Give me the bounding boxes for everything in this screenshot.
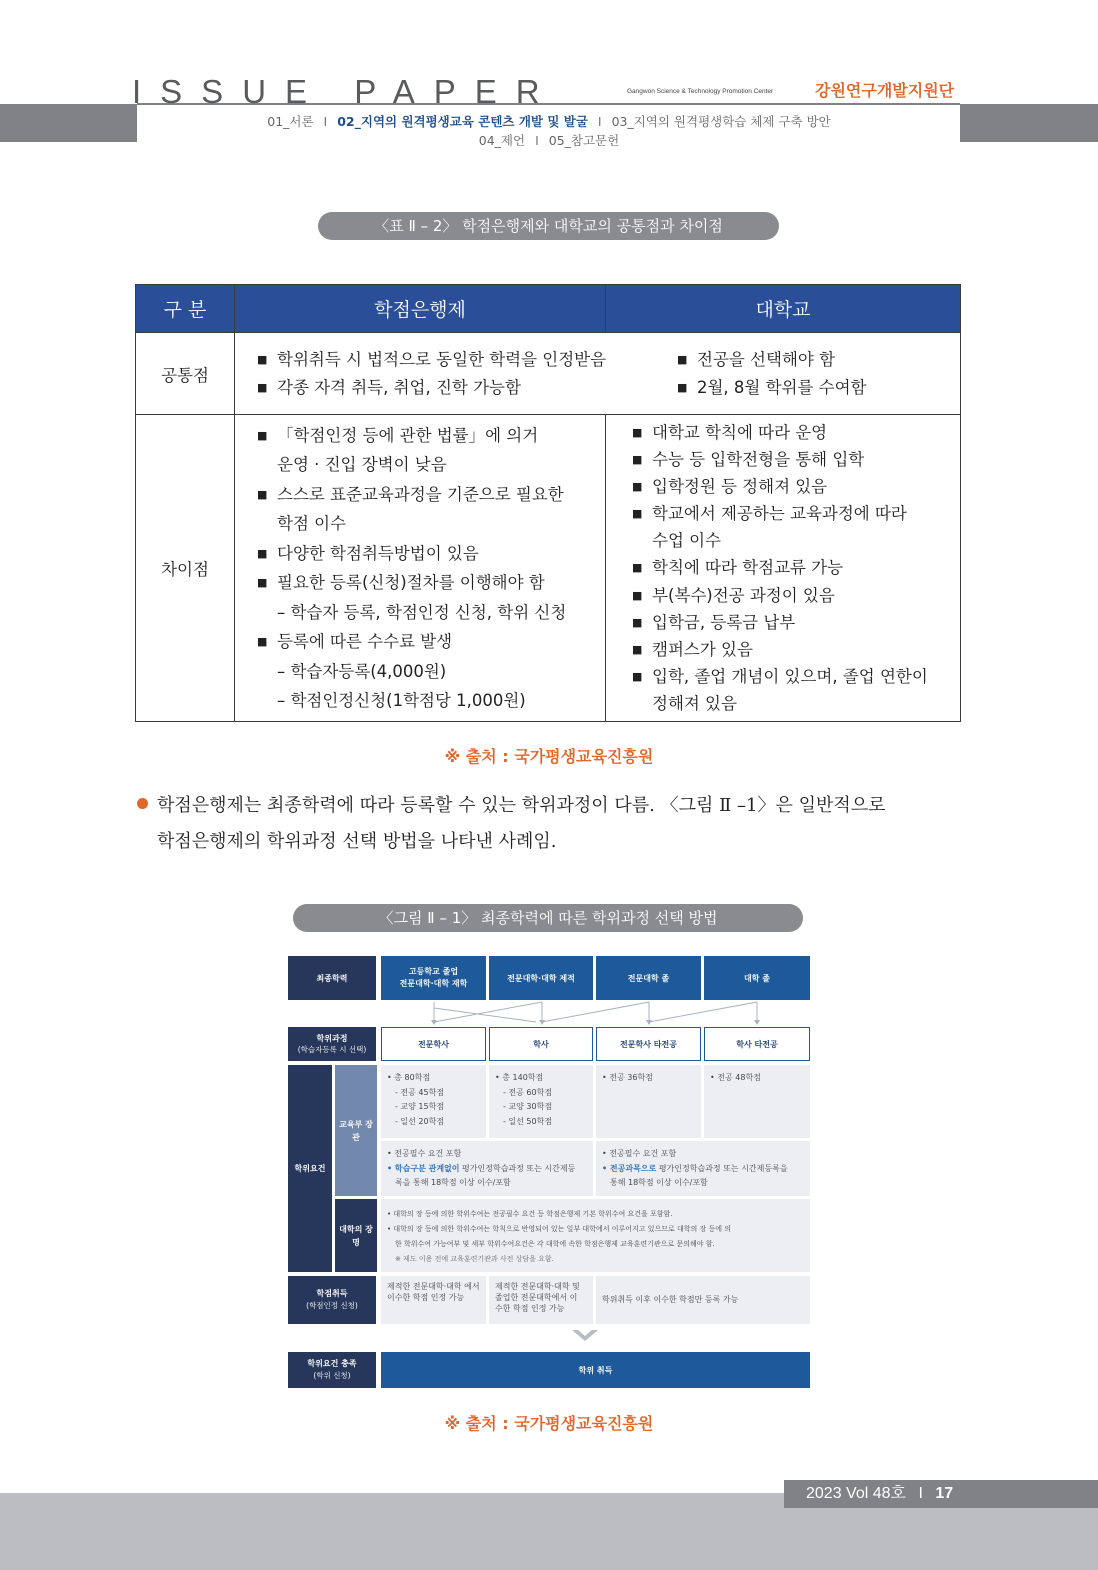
req-associate-other-major (596, 1065, 701, 1138)
degree-path-figure (288, 956, 810, 1388)
req-line: • 대학의 장 등에 의한 학위수여는 전공필수 요건 등 학점은행제 기본 학위수여 요건을 포함함. (387, 1210, 673, 1218)
diff-credit-bank-cell (235, 415, 606, 722)
down-arrow-icon (570, 1328, 600, 1344)
path-arrows (376, 1000, 810, 1026)
degree-bachelor-other-major: 학사 타전공 (704, 1027, 810, 1061)
label-degree-course (288, 1027, 376, 1061)
credit-graduated: 제적한 전문대학·대학 및 졸업한 전문대학에서 이 수한 학점 인정 가능 (489, 1276, 593, 1324)
nav-separator: I (323, 114, 328, 129)
footer-page-tab (784, 1480, 1098, 1508)
req-line: • 전공 48학점 (710, 1073, 761, 1082)
org-name-korean: 강원연구개발지원단 (815, 81, 955, 100)
req-note: ※ 제도 이용 전에 교육훈련기관과 사전 상담을 요함. (395, 1255, 554, 1263)
row-label-common: 공통점 (136, 333, 235, 415)
list-item-continued: 운영 · 진입 장벽이 낮음 (277, 455, 447, 474)
label-university-head: 대학의 장 명 (335, 1199, 377, 1272)
page-number: 17 (935, 1485, 954, 1502)
edu-box-dismissed: 전문대학·대학 제적 (489, 956, 593, 1000)
list-item: ■ 스스로 표준교육과정을 기준으로 필요한 (255, 480, 605, 510)
figure-source: ※ 출처 : 국가평생교육진흥원 (444, 1414, 654, 1433)
nav-item-proposal[interactable]: 04_제언 (478, 133, 526, 148)
list-subitem: – 학점인정신청(1학점당 1,000원) (277, 691, 526, 710)
degree-bachelor: 학사 (489, 1027, 593, 1061)
req-university-note (381, 1199, 810, 1272)
req-moe-left (381, 1141, 593, 1196)
table-row-common (136, 333, 961, 415)
row-label-diff: 차이점 (136, 415, 235, 722)
header-credit-bank: 학점은행제 (235, 285, 606, 333)
footer-separator: I (918, 1485, 923, 1502)
comparison-table (135, 284, 961, 722)
paragraph-line: 학점은행제는 최종학력에 따라 등록할 수 있는 학위과정이 다름. 〈그림 Ⅱ –1〉은 일반적으로 (157, 795, 886, 816)
list-item: ■ 등록에 따른 수수료 발생 (255, 627, 605, 657)
label-subtext: (학점인정 신청) (306, 1301, 358, 1310)
common-cell (235, 333, 961, 415)
label-text: 학위과정 (316, 1034, 348, 1043)
nav-separator: I (535, 133, 539, 148)
label-moe-minister: 교육부 장관 (335, 1065, 377, 1196)
table-header-row (136, 285, 961, 333)
req-line: 한 학위수여 가능여부 및 세부 학위수여요건은 각 대학에 속한 학점은행제 교육훈련기관으로 문의해야 함. (395, 1240, 715, 1248)
degree-associate: 전문학사 (381, 1027, 486, 1061)
req-line: - 전공 60학점 (503, 1087, 553, 1097)
label-subtext: (학습자등록 시 선택) (297, 1045, 367, 1054)
nav-separator: I (597, 114, 602, 129)
nav-item-intro[interactable]: 01_서론 (267, 114, 314, 129)
req-highlight: • 전공과목으로 (602, 1163, 657, 1173)
req-line: 평가인정학습과정 또는 시간제등록을 (656, 1163, 788, 1173)
list-item: ■ 입학정원 등 정해져 있음 (630, 473, 960, 500)
req-line: 록을 통해 18학점 이상 이수/포함 (395, 1178, 511, 1187)
section-nav-line2 (0, 133, 1098, 149)
req-line: • 전공필수 요건 포함 (602, 1149, 677, 1158)
req-line: - 전공 45학점 (395, 1087, 445, 1097)
header-category: 구 분 (136, 285, 235, 333)
list-item: ■ 필요한 등록(신청)절차를 이행해야 함 (255, 568, 605, 598)
req-line: • 전공 36학점 (602, 1073, 653, 1082)
org-name-english: Gangwon Science & Technology Promotion Center (627, 88, 774, 95)
list-item: ■ 대학교 학칙에 따라 운영 (630, 419, 960, 446)
req-line: - 교양 15학점 (395, 1102, 445, 1111)
label-degree-requirements: 학위요건 (288, 1065, 332, 1272)
degree-associate-other-major: 전문학사 타전공 (596, 1027, 701, 1061)
req-line: - 일선 20학점 (395, 1116, 445, 1126)
paragraph-line: 학점은행제의 학위과정 선택 방법을 나타낸 사례임. (157, 831, 557, 852)
list-item: ■ 학교에서 제공하는 교육과정에 따라 (630, 500, 960, 527)
list-item: ■ 다양한 학점취득방법이 있음 (255, 539, 605, 569)
list-item: ■ 입학, 졸업 개념이 있으며, 졸업 연한이 (630, 663, 960, 690)
common-left-list (255, 346, 675, 401)
table-row-diff (136, 415, 961, 722)
edu-text: 고등학교 졸업 (408, 967, 459, 976)
result-degree-acquired: 학위 취득 (381, 1352, 810, 1388)
list-subitem: – 학습자 등록, 학점인정 신청, 학위 신청 (277, 602, 567, 622)
edu-box-college-grad: 전문대학 졸 (596, 956, 701, 1000)
req-line: • 대학의 장 등에 의한 학위수여는 학칙으로 반영되어 있는 일부 대학에서 이루어지고 있으므로 대학의 장 등에 의 (387, 1225, 732, 1233)
nav-item-current[interactable]: 02_지역의 원격평생교육 콘텐츠 개발 및 발굴 (337, 114, 588, 129)
label-subtext: (학위 신청) (313, 1371, 351, 1380)
diff-university-cell (606, 415, 961, 722)
list-subitem: – 학습자등록(4,000원) (277, 661, 447, 681)
label-requirements-met (288, 1352, 376, 1388)
req-line: 평가인정학습과정 또는 시간제등 (459, 1163, 576, 1173)
list-item-continued: 정해져 있음 (652, 694, 737, 714)
req-line: • 총 140학점 (495, 1073, 544, 1082)
edu-box-highschool (381, 956, 486, 1000)
common-right-list (675, 346, 867, 401)
edu-box-univ-grad: 대학 졸 (704, 956, 810, 1000)
req-line: 통해 18학점 이상 이수/포함 (610, 1178, 708, 1187)
table-caption: 〈표 Ⅱ – 2〉 학점은행제와 대학교의 공통점과 차이점 (318, 212, 779, 240)
nav-item-references[interactable]: 05_참고문헌 (548, 133, 620, 148)
req-line: • 전공필수 요건 포함 (387, 1149, 462, 1158)
section-nav (0, 114, 1098, 130)
req-line: • 총 80학점 (387, 1073, 431, 1082)
req-bachelor-other-major (704, 1065, 810, 1138)
edu-text: 전문대학·대학 재학 (399, 979, 468, 988)
req-highlight: • 학습구분 관계없이 (387, 1163, 460, 1173)
publication-title: ISSUE PAPER (132, 73, 559, 110)
req-moe-right (596, 1141, 810, 1196)
list-item-continued: 학점 이수 (277, 514, 347, 533)
bullet-dot-icon (137, 798, 148, 809)
label-final-education: 최종학력 (288, 956, 376, 1000)
list-item: ■ 「학점인정 등에 관한 법률」에 의거 (255, 421, 605, 451)
list-item-continued: 수업 이수 (652, 531, 722, 551)
list-item: ■ 학칙에 따라 학점교류 가능 (630, 554, 960, 581)
table-source: ※ 출처 : 국가평생교육진흥원 (444, 747, 654, 766)
credit-after-degree: 학위취득 이후 이수한 학점만 등록 가능 (596, 1276, 810, 1324)
list-item: ■ 수능 등 입학전형을 통해 입학 (630, 446, 960, 473)
label-credit-acquisition (288, 1276, 376, 1324)
figure-caption: 〈그림 Ⅱ – 1〉 최종학력에 따른 학위과정 선택 방법 (293, 904, 803, 932)
req-line: - 교양 30학점 (503, 1102, 553, 1111)
nav-item-system[interactable]: 03_지역의 원격평생학습 체제 구축 방안 (611, 114, 831, 129)
list-item: ■ 학위취득 시 법적으로 동일한 학력을 인정받음 (255, 346, 675, 374)
req-bachelor (489, 1065, 593, 1138)
req-associate (381, 1065, 486, 1138)
label-text: 학점취득 (316, 1289, 348, 1298)
issue-label: 2023 Vol 48호 (806, 1485, 906, 1502)
list-item: ■ 전공을 선택해야 함 (675, 346, 867, 374)
header-university: 대학교 (606, 285, 961, 333)
list-item: ■ 2월, 8월 학위를 수여함 (675, 374, 867, 402)
list-item: ■ 입학금, 등록금 납부 (630, 609, 960, 636)
credit-dismissed: 제적한 전문대학·대학 에서 이수한 학점 인정 가능 (381, 1276, 486, 1324)
list-item: ■ 부(복수)전공 과정이 있음 (630, 582, 960, 609)
label-text: 학위요건 충족 (307, 1359, 357, 1368)
list-item: ■ 캠퍼스가 있음 (630, 636, 960, 663)
body-paragraph (157, 788, 967, 860)
list-item: ■ 각종 자격 취득, 취업, 진학 가능함 (255, 374, 675, 402)
req-line: - 일선 50학점 (503, 1116, 553, 1126)
